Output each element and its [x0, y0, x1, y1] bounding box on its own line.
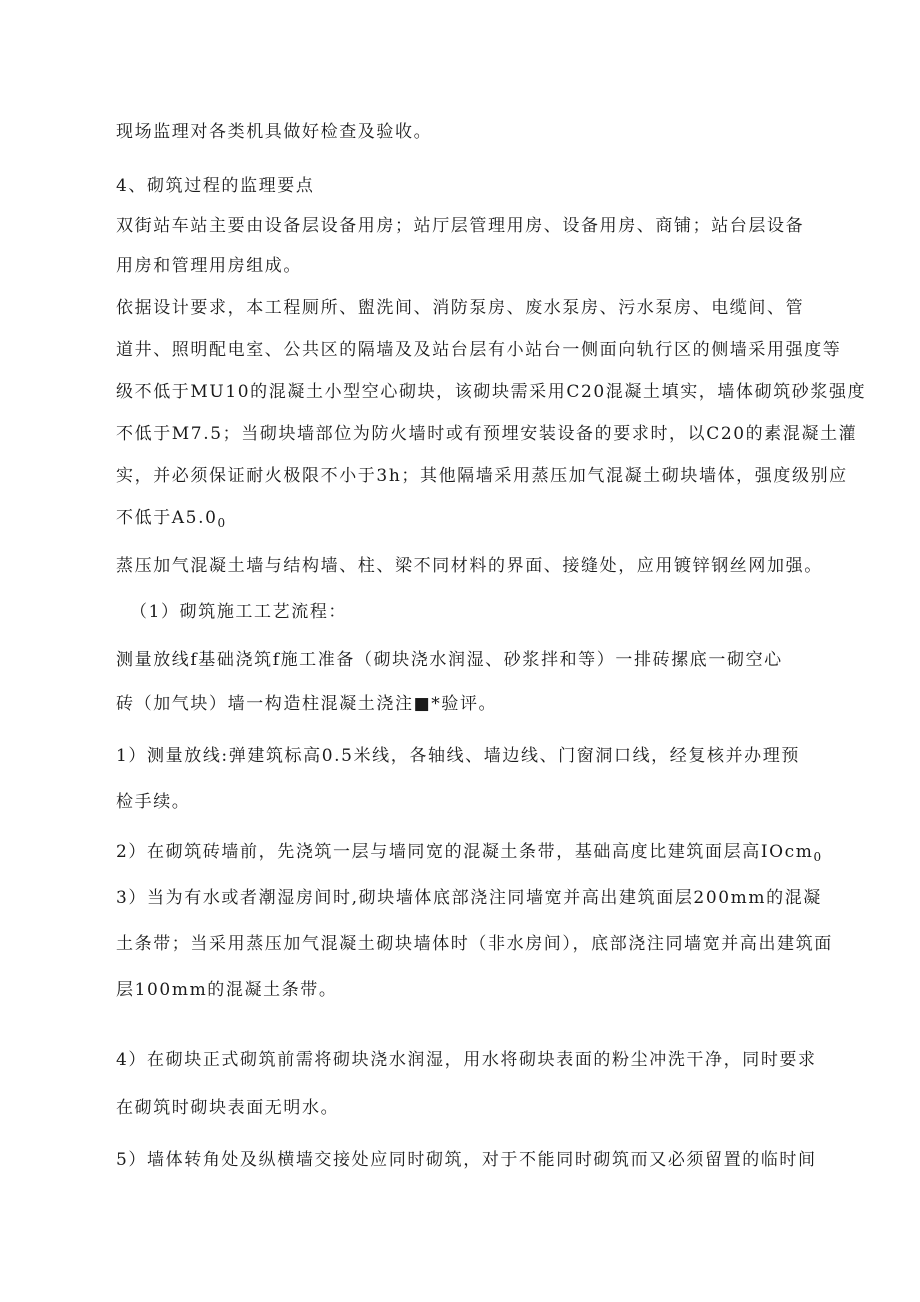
paragraph-line: 层100mm的混凝土条带。 [116, 980, 338, 1000]
paragraph-line: 测量放线f基础浇筑f施工准备（砌块浇水润湿、砂浆拌和等）一排砖摞底一砌空心 [116, 650, 783, 670]
paragraph-line: 现场监理对各类机具做好检查及验收。 [116, 122, 433, 142]
subsection-heading: （1）砌筑施工工艺流程： [130, 602, 348, 622]
paragraph-line-with-subscript [116, 840, 821, 865]
paragraph-line-with-subscript [116, 506, 225, 531]
paragraph-line: 在砌筑时砌块表面无明水。 [116, 1098, 340, 1118]
paragraph-line: 依据设计要求，本工程厕所、盥洗间、消防泵房、废水泵房、污水泵房、电缆间、管 [116, 298, 805, 318]
paragraph-line: 1）测量放线:弹建筑标高0.5米线，各轴线、墙边线、门窗洞口线，经复核并办理预 [116, 746, 800, 766]
paragraph-text: 2）在砌筑砖墙前，先浇筑一层与墙同宽的混凝土条带，基础高度比建筑面层高IOcm [116, 842, 814, 862]
paragraph-line: 土条带；当采用蒸压加气混凝土砌块墙体时（非水房间），底部浇注同墙宽并高出建筑面 [116, 934, 833, 954]
paragraph-line: 道井、照明配电室、公共区的隔墙及及站台层有小站台一侧面向轨行区的侧墙采用强度等 [116, 340, 842, 360]
paragraph-line: 级不低于MU10的混凝土小型空心砌块，该砌块需采用C20混凝土填实，墙体砌筑砂浆强度 [116, 382, 867, 402]
paragraph-line: 蒸压加气混凝土墙与结构墙、柱、梁不同材料的界面、接缝处，应用镀锌钢丝网加强。 [116, 556, 823, 576]
paragraph-line: 用房和管理用房组成。 [116, 256, 302, 276]
subscript-mark: 0 [813, 850, 822, 864]
paragraph-line: 5）墙体转角处及纵横墙交接处应同时砌筑，对于不能同时砌筑而又必须留置的临时间 [116, 1150, 817, 1170]
paragraph-line: 实，并必须保证耐火极限不小于3h；其他隔墙采用蒸压加气混凝土砌块墙体，强度级别应 [116, 466, 848, 486]
paragraph-line: 双街站车站主要由设备层设备用房；站厅层管理用房、设备用房、商铺；站台层设备 [116, 216, 805, 236]
paragraph-line: 砖（加气块）墙一构造柱混凝土浇注■*验评。 [116, 694, 498, 714]
paragraph-text: 不低于A5.0 [116, 508, 218, 528]
section-heading: 4、砌筑过程的监理要点 [116, 176, 315, 196]
paragraph-line: 3）当为有水或者潮湿房间时,砌块墙体底部浇注同墙宽并高出建筑面层200mm的混凝 [116, 888, 822, 908]
paragraph-line: 不低于M7.5；当砌块墙部位为防火墙时或有预埋安装设备的要求时，以C20的素混凝土灌 [116, 424, 858, 444]
subscript-mark: 0 [217, 516, 226, 530]
paragraph-line: 4）在砌块正式砌筑前需将砌块浇水润湿，用水将砌块表面的粉尘冲洗干净，同时要求 [116, 1050, 817, 1070]
paragraph-line: 检手续。 [116, 792, 191, 812]
